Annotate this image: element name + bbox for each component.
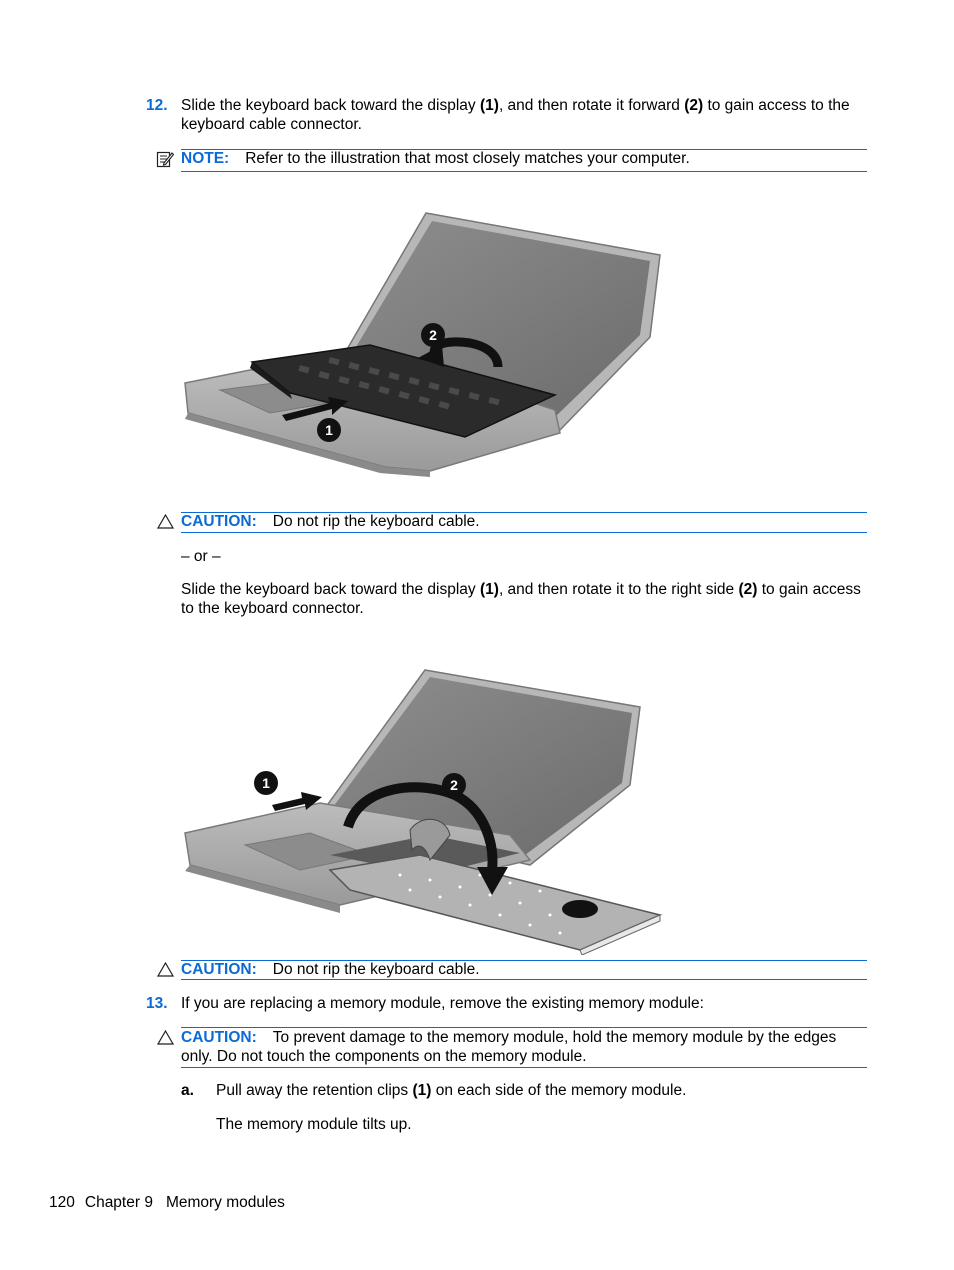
caution-icon [157,962,174,977]
step-number: 12. [146,97,168,114]
callout-1 [254,771,278,795]
caution-icon [157,514,174,529]
chapter-title: Memory modules [165,1194,285,1211]
callout-2 [421,323,445,347]
alternate-line-1: Slide the keyboard back toward the display (1), and then rotate it to the right side (2) to gain access [181,581,861,598]
keyboard-right-illustration [180,665,670,955]
step-12-line-2: keyboard cable connector. [181,116,362,133]
caution-3-bottom-rule [181,1067,867,1068]
callout-1-label: 1 [262,775,270,791]
step-number: 13. [146,995,168,1012]
substep-a-result: The memory module tilts up. [216,1116,412,1133]
caution-1-text: CAUTION: Do not rip the keyboard cable. [181,513,480,530]
step-13-text: If you are replacing a memory module, remove the existing memory module: [181,995,704,1012]
callout-1 [317,418,341,442]
callout-1-label: 1 [325,422,333,438]
note-text: NOTE: Refer to the illustration that most closely matches your computer. [181,150,690,167]
chapter-label: Chapter 9 [84,1194,153,1211]
callout-2 [442,773,466,797]
caution-2-bottom-rule [181,979,867,980]
page-footer [49,1193,285,1212]
or-separator: – or – [181,548,221,565]
step-12-line-1: Slide the keyboard back toward the display (1), and then rotate it forward (2) to gain access to the [181,97,850,114]
caution-3-line-2: only. Do not touch the components on the memory module. [181,1048,587,1065]
page-number: 120 [49,1194,75,1211]
substep-a-text: Pull away the retention clips (1) on each side of the memory module. [216,1082,687,1099]
caution-icon [157,1030,174,1045]
caution-1-bottom-rule [181,532,867,533]
alternate-line-2: to the keyboard connector. [181,600,364,617]
caution-2-text: CAUTION: Do not rip the keyboard cable. [181,961,480,978]
note-icon [156,150,174,168]
note-bottom-rule [181,171,867,172]
callout-2-label: 2 [429,327,437,343]
substep-letter: a. [181,1082,194,1099]
keyboard-forward-illustration [180,205,670,480]
caution-3-line-1: CAUTION: To prevent damage to the memory module, hold the memory module by the edges [181,1029,837,1046]
callout-2-label: 2 [450,777,458,793]
